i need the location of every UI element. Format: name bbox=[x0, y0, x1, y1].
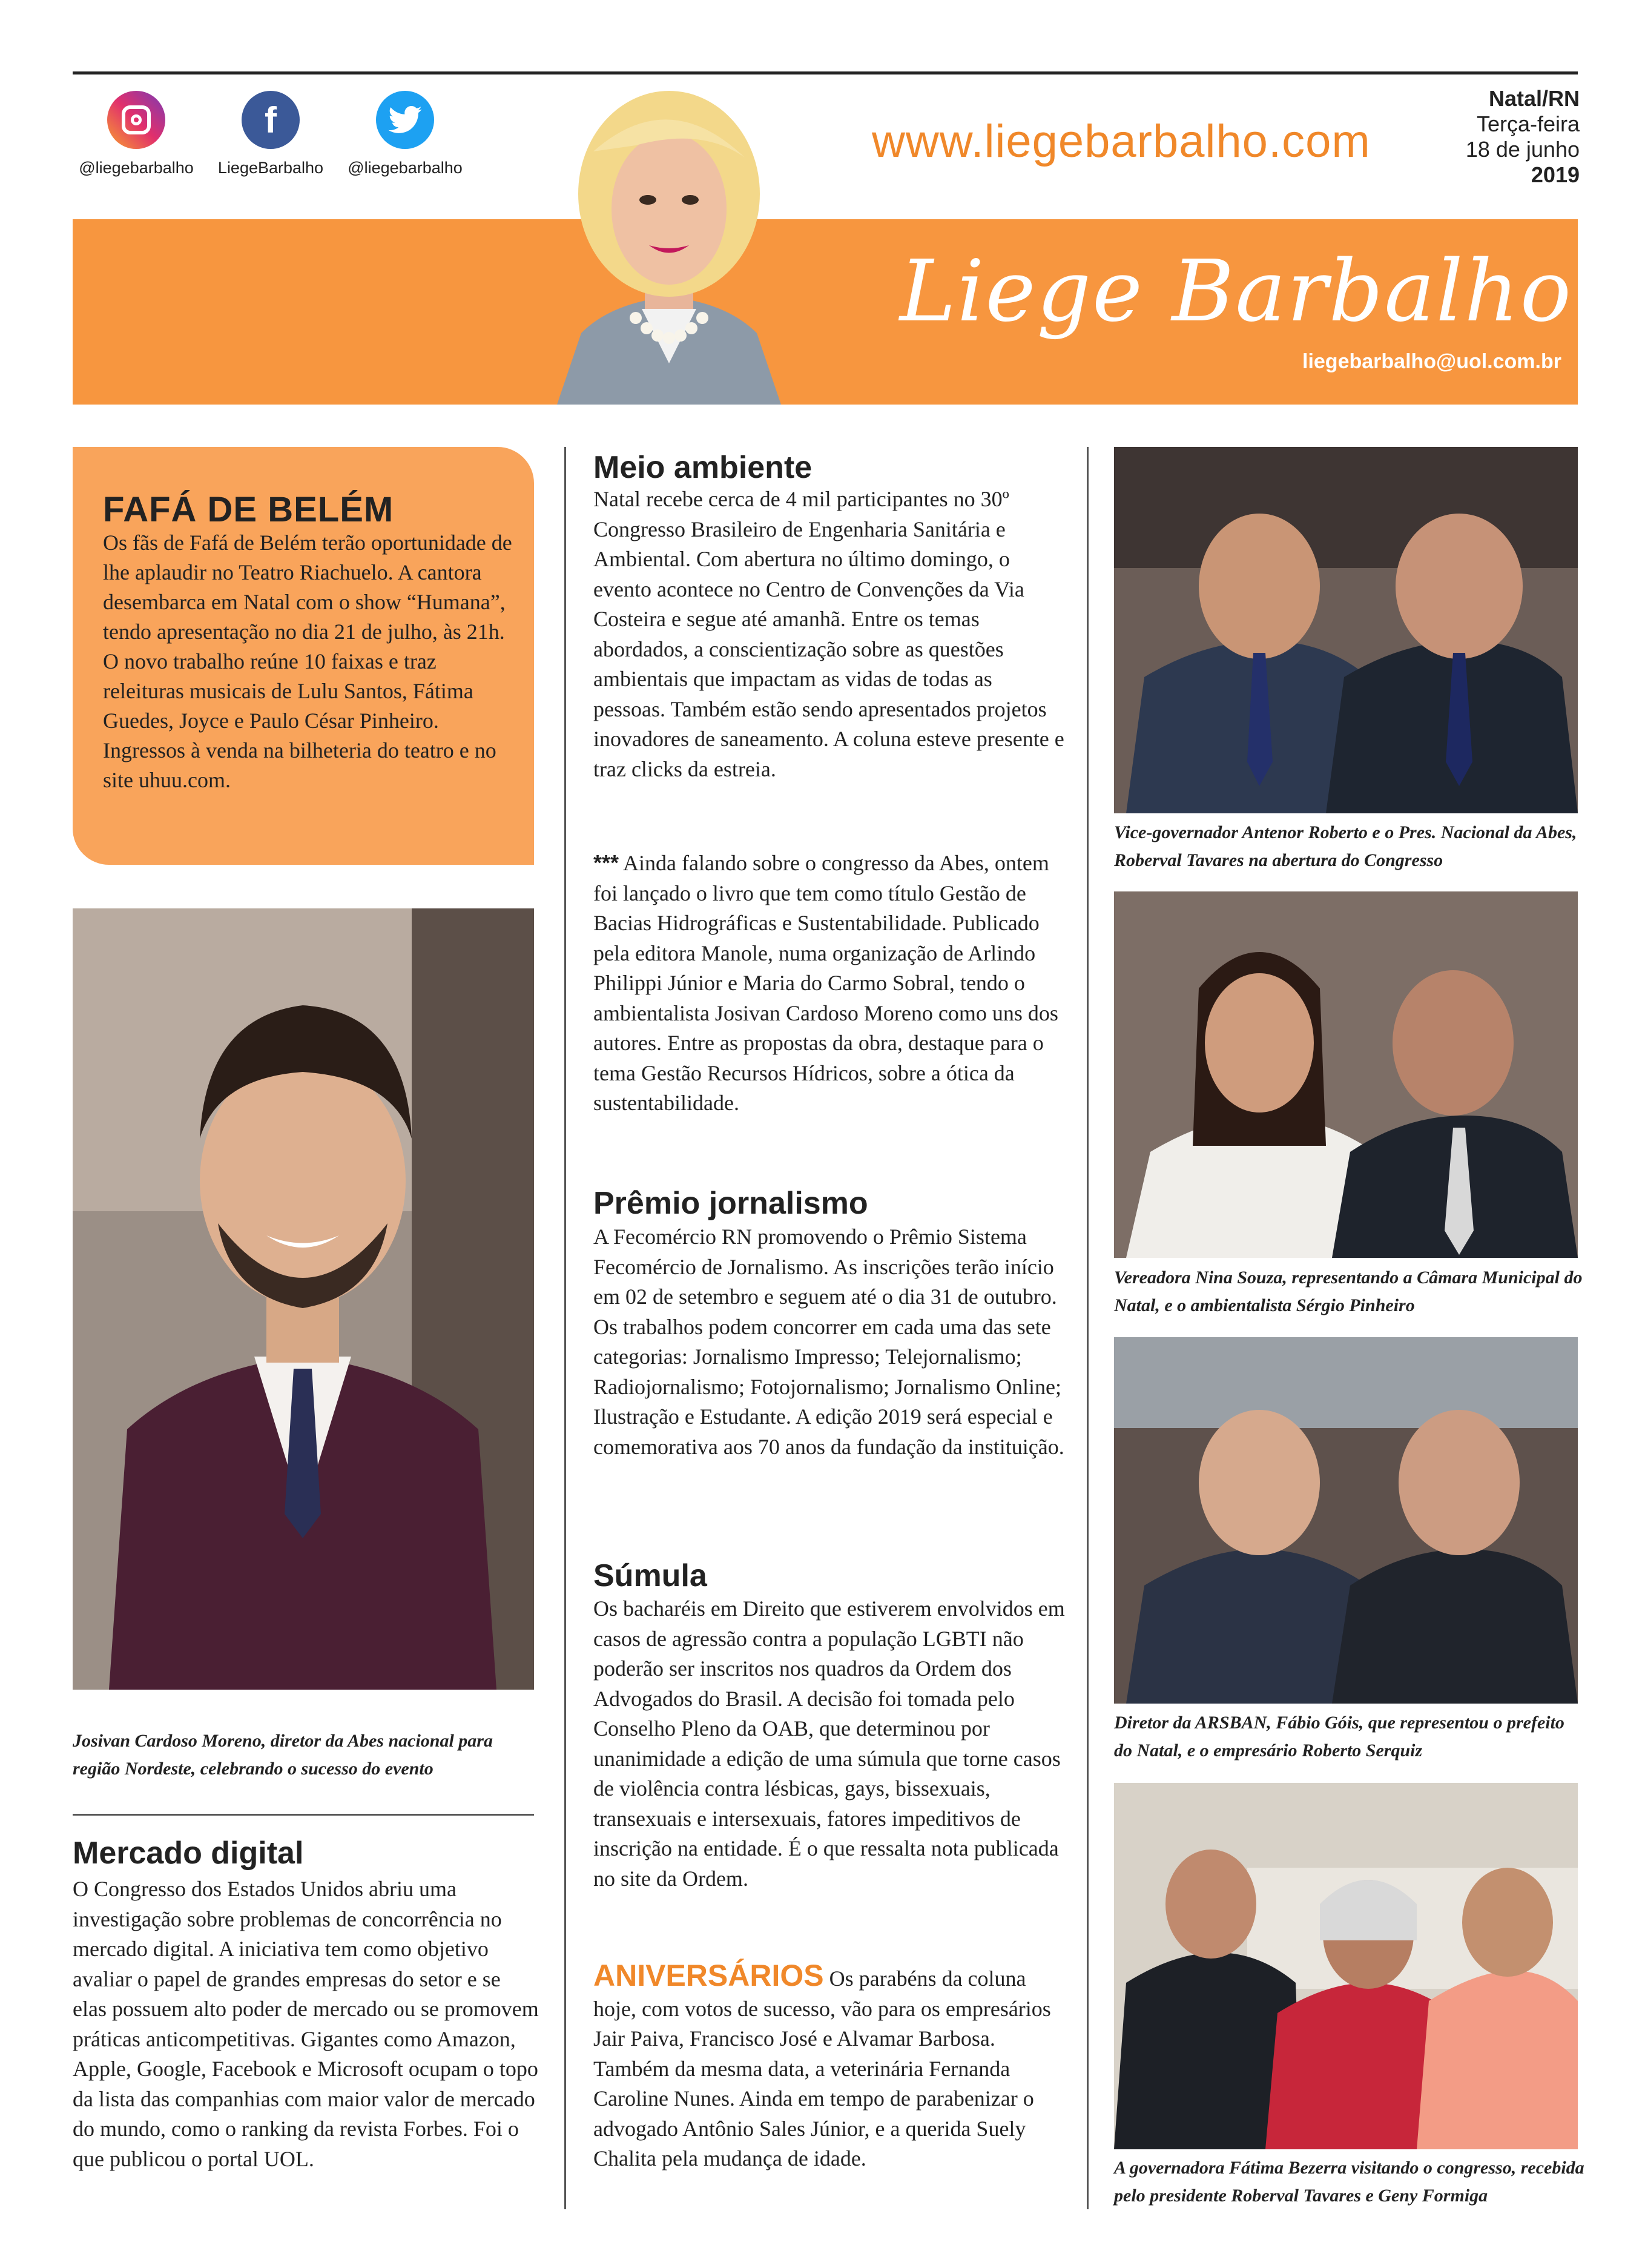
meio-title: Meio ambiente bbox=[593, 450, 813, 485]
photo-vice-governador bbox=[1114, 447, 1578, 813]
caption-3: Diretor da ARSBAN, Fábio Góis, que representou o prefeito do Natal, e o empresário Roberto Serquiz bbox=[1114, 1713, 1564, 1761]
column-divider-2 bbox=[1087, 447, 1089, 2209]
premio-body: A Fecomércio RN promovendo o Prêmio Sistema Fecomércio de Jornalismo. As inscrições terão início em 02 de setembro e seguem até o dia 31 de outubro. Os trabalhos podem concorrer em cada uma das sete categorias: Jornalismo Impresso; Telejornalismo; Radiojornalismo; Fotojornalismo; Jornalismo Online; Ilustração e Estudante. A edição 2019 será especial e comemorativa aos 70 anos da fundação da instituição. bbox=[593, 1225, 1064, 1459]
weekday: Terça-feira bbox=[1476, 111, 1580, 136]
instagram-handle: @liegebarbalho bbox=[79, 159, 194, 177]
sumula-body: Os bacharéis em Direito que estiverem envolvidos em casos de agressão contra a população LGBTI não poderão ser inscritos nos quadros da Ordem dos Advogados do Brasil. A decisão foi tomada pelo Conselho Pleno da OAB, que determinou por unanimidade a edição de uma súmula que torne casos de violência contra lésbicas, gays, bissexuais, transexuais e intersexuais, fatores impeditivos de inscrição na entidade. É o que ressalta nota publicada no site da Ordem. bbox=[593, 1596, 1065, 1891]
caption-josivan: Josivan Cardoso Moreno, diretor da Abes nacional para região Nordeste, celebrando o sucesso do evento bbox=[73, 1731, 493, 1779]
photo-vereadora bbox=[1114, 891, 1578, 1258]
column-email[interactable]: liegebarbalho@uol.com.br bbox=[1302, 350, 1561, 373]
aniversarios-body: Os parabéns da coluna hoje, com votos de sucesso, vão para os empresários Jair Paiva, Francisco José e Alvamar Barbosa. Também da mesma data, a veterinária Fernanda Caroline Nunes. Ainda em tempo de parabenizar o advogado Antônio Sales Júnior, e a querida Suely Chalita pela mudança de idade. bbox=[593, 1966, 1051, 2170]
mercado-title: Mercado digital bbox=[73, 1836, 304, 1871]
site-url[interactable]: www.liegebarbalho.com bbox=[872, 116, 1371, 167]
year: 2019 bbox=[1531, 162, 1580, 187]
aniversarios-block bbox=[593, 1961, 1066, 2174]
facebook-link[interactable] bbox=[204, 91, 337, 177]
day: 18 de junho bbox=[1465, 137, 1580, 162]
mercado-body: O Congresso dos Estados Unidos abriu uma investigação sobre problemas de concorrência no mercado digital. A iniciativa tem como objetivo avaliar o papel de grandes empresas do setor e se elas possuem alto poder de mercado ou se promovem práticas anticompetitivas. Gigantes como Amazon, Apple, Google, Facebook e Microsoft ocupam o topo da lista das companhias com maior valor de mercado do mundo, como o ranking da revista Forbes. Foi o que publicou o portal UOL. bbox=[73, 1877, 539, 2171]
sumula-title: Súmula bbox=[593, 1558, 707, 1593]
left-divider bbox=[73, 1814, 534, 1816]
meio-body: Natal recebe cerca de 4 mil participantes no 30º Congresso Brasileiro de Engenharia Sanitária e Ambiental. Com abertura no último domingo, o evento acontece no Centro de Convenções da Via Costeira e segue até amanhã. Entre os temas abordados, a conscientização sobre as questões ambientais que impactam as vidas de todas as pessoas. Também estão sendo apresentados projetos inovadores de saneamento. A coluna esteve presente e traz clicks da estreia. bbox=[593, 487, 1064, 781]
instagram-icon bbox=[107, 91, 165, 149]
columnist-portrait bbox=[545, 79, 793, 405]
fafa-title: FAFÁ DE BELÉM bbox=[103, 490, 394, 529]
meio-body-2-text: Ainda falando sobre o congresso da Abes, ontem foi lançado o livro que tem como título Gestão de Bacias Hidrográficas e Sustentabilidade. Publicado pela editora Manole, numa organização de Arlindo Philippi Júnior e Maria do Carmo Sobral, tendo o ambientalista Josivan Cardoso Moreno como uns dos autores. Entre as propostas da obra, destaque para o tema Gestão Recursos Hídricos, sobre a ótica da sustentabilidade. bbox=[593, 851, 1058, 1115]
instagram-link[interactable] bbox=[70, 91, 203, 177]
twitter-icon bbox=[376, 91, 434, 149]
column-title: Liege Barbalho bbox=[899, 242, 1572, 341]
aniversarios-label: ANIVERSÁRIOS bbox=[593, 1959, 824, 1992]
meio-stars: *** bbox=[593, 850, 619, 875]
facebook-icon: f bbox=[242, 91, 300, 149]
column-divider-1 bbox=[564, 447, 566, 2209]
date-block bbox=[1466, 86, 1580, 188]
meio-body-2 bbox=[593, 848, 1066, 1119]
caption-2: Vereadora Nina Souza, representando a Câmara Municipal do Natal, e o ambientalista Sérgio Pinheiro bbox=[1114, 1268, 1583, 1315]
fafa-body: Os fãs de Fafá de Belém terão oportunidade de lhe aplaudir no Teatro Riachuelo. A cantora desembarca em Natal com o show “Humana”, tendo apresentação no dia 21 de julho, às 21h. O novo trabalho reúne 10 faixas e traz releituras musicais de Lulu Santos, Fátima Guedes, Joyce e Paulo César Pinheiro. Ingressos à venda na bilheteria do teatro e no site uhuu.com. bbox=[103, 531, 512, 792]
caption-4: A governadora Fátima Bezerra visitando o congresso, recebida pelo presidente Roberval Tavares e Geny Formiga bbox=[1114, 2158, 1584, 2206]
city: Natal/RN bbox=[1488, 86, 1580, 111]
facebook-handle: LiegeBarbalho bbox=[217, 159, 324, 177]
premio-title: Prêmio jornalismo bbox=[593, 1186, 868, 1221]
top-rule bbox=[73, 71, 1578, 74]
twitter-handle: @liegebarbalho bbox=[348, 159, 463, 177]
caption-1: Vice-governador Antenor Roberto e o Pres. Nacional da Abes, Roberval Tavares na abertura do Congresso bbox=[1114, 822, 1577, 870]
photo-governadora bbox=[1114, 1783, 1578, 2149]
photo-diretor-arsban bbox=[1114, 1337, 1578, 1704]
fafa-box bbox=[73, 447, 534, 865]
twitter-link[interactable] bbox=[338, 91, 472, 177]
photo-josivan bbox=[73, 908, 534, 1690]
